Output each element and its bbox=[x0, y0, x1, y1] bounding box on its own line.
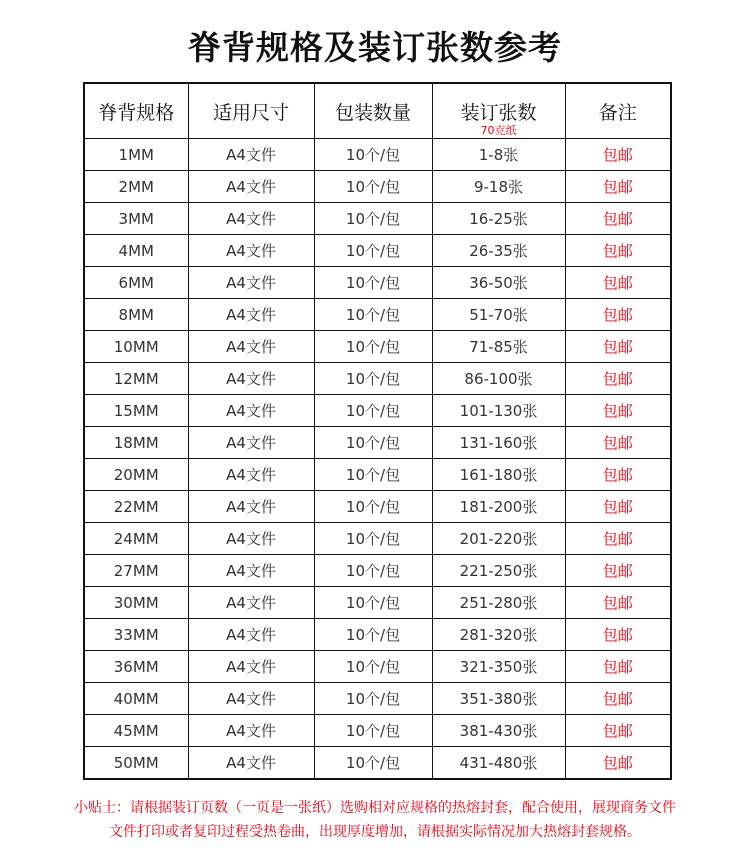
size-cell: A4文件 bbox=[188, 523, 314, 555]
size-cell: A4文件 bbox=[188, 427, 314, 459]
spine-spec-cell: 18MM bbox=[84, 427, 188, 459]
binding-sheets-cell: 26-35张 bbox=[432, 235, 565, 267]
table-row bbox=[84, 299, 671, 331]
spine-spec-cell: 6MM bbox=[84, 267, 188, 299]
spine-spec-cell: 20MM bbox=[84, 459, 188, 491]
size-cell: A4文件 bbox=[188, 395, 314, 427]
remarks-cell: 包邮 bbox=[565, 235, 671, 267]
table-row bbox=[84, 747, 671, 780]
remarks-cell: 包邮 bbox=[565, 203, 671, 235]
binding-sheets-cell: 251-280张 bbox=[432, 587, 565, 619]
remarks-cell: 包邮 bbox=[565, 331, 671, 363]
binding-sheets-cell: 16-25张 bbox=[432, 203, 565, 235]
size-cell: A4文件 bbox=[188, 619, 314, 651]
binding-sheets-cell: 351-380张 bbox=[432, 683, 565, 715]
remarks-cell: 包邮 bbox=[565, 171, 671, 203]
spine-spec-cell: 24MM bbox=[84, 523, 188, 555]
size-cell: A4文件 bbox=[188, 491, 314, 523]
package-qty-cell: 10个/包 bbox=[314, 171, 432, 203]
remarks-cell: 包邮 bbox=[565, 651, 671, 683]
binding-sheets-cell: 201-220张 bbox=[432, 523, 565, 555]
header-package-qty: 包装数量 bbox=[314, 83, 432, 139]
package-qty-cell: 10个/包 bbox=[314, 203, 432, 235]
table-row bbox=[84, 491, 671, 523]
size-cell: A4文件 bbox=[188, 651, 314, 683]
size-cell: A4文件 bbox=[188, 715, 314, 747]
package-qty-cell: 10个/包 bbox=[314, 619, 432, 651]
package-qty-cell: 10个/包 bbox=[314, 747, 432, 780]
table-row bbox=[84, 395, 671, 427]
remarks-cell: 包邮 bbox=[565, 427, 671, 459]
header-binding-sheets bbox=[432, 83, 565, 139]
remarks-cell: 包邮 bbox=[565, 491, 671, 523]
spine-spec-cell: 8MM bbox=[84, 299, 188, 331]
remarks-cell: 包邮 bbox=[565, 299, 671, 331]
page-title: 脊背规格及装订张数参考 bbox=[188, 28, 562, 67]
binding-sheets-cell: 71-85张 bbox=[432, 331, 565, 363]
remarks-cell: 包邮 bbox=[565, 459, 671, 491]
package-qty-cell: 10个/包 bbox=[314, 427, 432, 459]
spine-spec-cell: 50MM bbox=[84, 747, 188, 780]
table-row bbox=[84, 459, 671, 491]
size-cell: A4文件 bbox=[188, 459, 314, 491]
package-qty-cell: 10个/包 bbox=[314, 235, 432, 267]
package-qty-cell: 10个/包 bbox=[314, 139, 432, 171]
spine-spec-cell: 15MM bbox=[84, 395, 188, 427]
package-qty-cell: 10个/包 bbox=[314, 523, 432, 555]
table-row bbox=[84, 715, 671, 747]
remarks-cell: 包邮 bbox=[565, 139, 671, 171]
table-row bbox=[84, 683, 671, 715]
package-qty-cell: 10个/包 bbox=[314, 267, 432, 299]
package-qty-cell: 10个/包 bbox=[314, 587, 432, 619]
size-cell: A4文件 bbox=[188, 235, 314, 267]
table-row bbox=[84, 267, 671, 299]
binding-sheets-cell: 431-480张 bbox=[432, 747, 565, 780]
tips-line-2: 文件打印或者复印过程受热卷曲，出现厚度增加，请根据实际情况加大热熔封套规格。 bbox=[109, 824, 641, 840]
package-qty-cell: 10个/包 bbox=[314, 555, 432, 587]
table-row bbox=[84, 331, 671, 363]
package-qty-cell: 10个/包 bbox=[314, 651, 432, 683]
binding-sheets-cell: 101-130张 bbox=[432, 395, 565, 427]
size-cell: A4文件 bbox=[188, 171, 314, 203]
binding-sheets-cell: 36-50张 bbox=[432, 267, 565, 299]
table-row bbox=[84, 523, 671, 555]
size-cell: A4文件 bbox=[188, 267, 314, 299]
spine-spec-cell: 1MM bbox=[84, 139, 188, 171]
remarks-cell: 包邮 bbox=[565, 363, 671, 395]
size-cell: A4文件 bbox=[188, 139, 314, 171]
package-qty-cell: 10个/包 bbox=[314, 715, 432, 747]
package-qty-cell: 10个/包 bbox=[314, 363, 432, 395]
table-row bbox=[84, 587, 671, 619]
binding-sheets-cell: 381-430张 bbox=[432, 715, 565, 747]
binding-sheets-cell: 51-70张 bbox=[432, 299, 565, 331]
size-cell: A4文件 bbox=[188, 683, 314, 715]
spine-spec-cell: 3MM bbox=[84, 203, 188, 235]
size-cell: A4文件 bbox=[188, 203, 314, 235]
remarks-cell: 包邮 bbox=[565, 267, 671, 299]
spine-spec-cell: 45MM bbox=[84, 715, 188, 747]
table-row bbox=[84, 651, 671, 683]
size-cell: A4文件 bbox=[188, 555, 314, 587]
table-row bbox=[84, 235, 671, 267]
package-qty-cell: 10个/包 bbox=[314, 683, 432, 715]
spine-spec-cell: 27MM bbox=[84, 555, 188, 587]
remarks-cell: 包邮 bbox=[565, 619, 671, 651]
table-header-row bbox=[84, 83, 671, 139]
spine-spec-cell: 2MM bbox=[84, 171, 188, 203]
binding-sheets-cell: 321-350张 bbox=[432, 651, 565, 683]
size-cell: A4文件 bbox=[188, 587, 314, 619]
binding-sheets-cell: 221-250张 bbox=[432, 555, 565, 587]
binding-sheets-cell: 86-100张 bbox=[432, 363, 565, 395]
table-row bbox=[84, 555, 671, 587]
remarks-cell: 包邮 bbox=[565, 523, 671, 555]
binding-sheets-cell: 9-18张 bbox=[432, 171, 565, 203]
spine-spec-cell: 22MM bbox=[84, 491, 188, 523]
header-remarks: 备注 bbox=[565, 83, 671, 139]
table-row bbox=[84, 203, 671, 235]
binding-sheets-cell: 181-200张 bbox=[432, 491, 565, 523]
spine-spec-cell: 30MM bbox=[84, 587, 188, 619]
remarks-cell: 包邮 bbox=[565, 555, 671, 587]
paper-weight-note: 70克纸 bbox=[480, 124, 517, 137]
size-cell: A4文件 bbox=[188, 747, 314, 780]
package-qty-cell: 10个/包 bbox=[314, 491, 432, 523]
size-cell: A4文件 bbox=[188, 363, 314, 395]
table-row bbox=[84, 139, 671, 171]
remarks-cell: 包邮 bbox=[565, 587, 671, 619]
binding-sheets-cell: 161-180张 bbox=[432, 459, 565, 491]
remarks-cell: 包邮 bbox=[565, 747, 671, 780]
package-qty-cell: 10个/包 bbox=[314, 459, 432, 491]
tips-note bbox=[20, 796, 730, 844]
header-spine-spec: 脊背规格 bbox=[84, 83, 188, 139]
header-size: 适用尺寸 bbox=[188, 83, 314, 139]
binding-sheets-cell: 131-160张 bbox=[432, 427, 565, 459]
remarks-cell: 包邮 bbox=[565, 395, 671, 427]
spine-spec-cell: 40MM bbox=[84, 683, 188, 715]
size-cell: A4文件 bbox=[188, 331, 314, 363]
binding-sheets-cell: 281-320张 bbox=[432, 619, 565, 651]
spine-spec-cell: 10MM bbox=[84, 331, 188, 363]
remarks-cell: 包邮 bbox=[565, 715, 671, 747]
table-row bbox=[84, 363, 671, 395]
spine-spec-cell: 36MM bbox=[84, 651, 188, 683]
package-qty-cell: 10个/包 bbox=[314, 331, 432, 363]
remarks-cell: 包邮 bbox=[565, 683, 671, 715]
package-qty-cell: 10个/包 bbox=[314, 395, 432, 427]
spec-table bbox=[83, 82, 672, 780]
table-row bbox=[84, 171, 671, 203]
package-qty-cell: 10个/包 bbox=[314, 299, 432, 331]
spine-spec-cell: 12MM bbox=[84, 363, 188, 395]
table-row bbox=[84, 619, 671, 651]
header-binding-sheets-label: 装订张数 bbox=[460, 101, 537, 124]
tips-line-1: 小贴士：请根据装订页数（一页是一张纸）选购相对应规格的热熔封套，配合使用，展现商务文件 bbox=[74, 800, 676, 816]
spine-spec-cell: 4MM bbox=[84, 235, 188, 267]
table-row bbox=[84, 427, 671, 459]
spine-spec-cell: 33MM bbox=[84, 619, 188, 651]
size-cell: A4文件 bbox=[188, 299, 314, 331]
binding-sheets-cell: 1-8张 bbox=[432, 139, 565, 171]
